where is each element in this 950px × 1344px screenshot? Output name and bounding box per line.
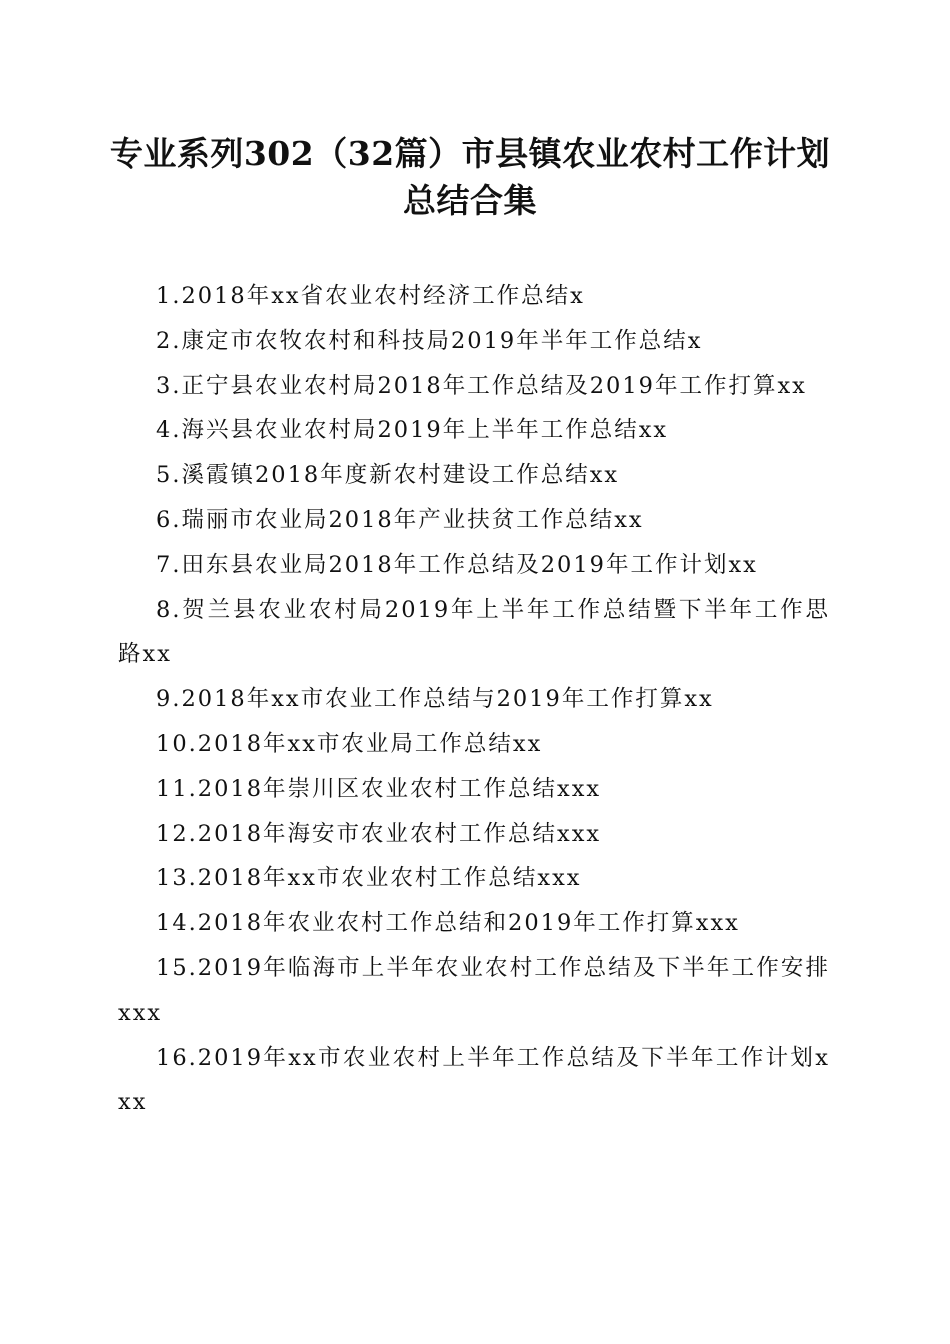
page-title: 专业系列302（32篇）市县镇农业农村工作计划总结合集	[109, 134, 831, 220]
list-item: 10.2018年xx市农业局工作总结xx	[156, 730, 543, 757]
list-item: 1.2018年xx省农业农村经济工作总结x	[156, 283, 585, 309]
list-item: 16.2019年xx市农业农村上半年工作总结及下半年工作计划xxx	[118, 1044, 830, 1116]
table-of-contents	[118, 274, 830, 1125]
list-item: 3.正宁县农业农村局2018年工作总结及2019年工作打算xx	[156, 372, 807, 399]
list-item: 14.2018年农业农村工作总结和2019年工作打算xxx	[156, 910, 740, 937]
list-item: 5.溪霞镇2018年度新农村建设工作总结xx	[156, 462, 620, 489]
list-item: 7.田东县农业局2018年工作总结及2019年工作计划xx	[156, 551, 758, 578]
list-item: 15.2019年临海市上半年农业农村工作总结及下半年工作安排xxx	[118, 954, 830, 1026]
list-item: 2.康定市农牧农村和科技局2019年半年工作总结x	[156, 327, 703, 354]
list-item: 4.海兴县农业农村局2019年上半年工作总结xx	[156, 417, 669, 444]
list-item: 11.2018年崇川区农业农村工作总结xxx	[156, 775, 602, 802]
list-item: 6.瑞丽市农业局2018年产业扶贫工作总结xx	[156, 506, 644, 533]
list-item: 13.2018年xx市农业农村工作总结xxx	[156, 865, 582, 892]
list-item: 8.贺兰县农业农村局2019年上半年工作总结暨下半年工作思路xx	[118, 596, 830, 668]
list-item: 12.2018年海安市农业农村工作总结xxx	[156, 820, 602, 847]
list-item: 9.2018年xx市农业工作总结与2019年工作打算xx	[156, 686, 714, 713]
